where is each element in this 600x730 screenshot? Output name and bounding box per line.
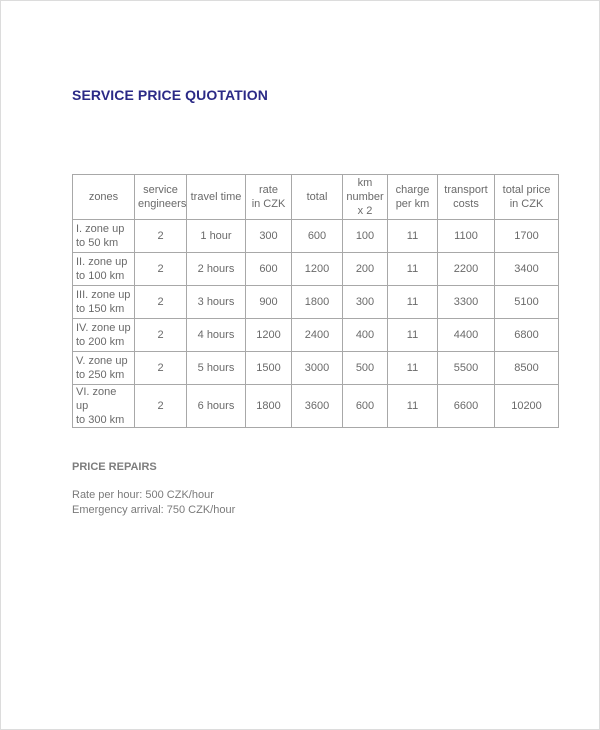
column-header-km-number-x2 xyxy=(343,175,388,220)
km-cell: 300 xyxy=(343,286,388,319)
table-row xyxy=(73,319,559,352)
zone-text: III. zone up xyxy=(76,289,131,301)
km-cell: 400 xyxy=(343,319,388,352)
total-cell: 1200 xyxy=(292,253,343,286)
column-header-text: per km xyxy=(395,198,430,210)
zone-cell xyxy=(73,385,135,428)
column-header-text: in CZK xyxy=(251,198,286,210)
total-price-cell: 10200 xyxy=(495,385,559,428)
column-header-text: service xyxy=(143,184,178,196)
column-header-text: total price xyxy=(502,184,551,196)
rate-cell: 1500 xyxy=(246,352,292,385)
rate-cell: 1800 xyxy=(246,385,292,428)
column-header-text: number xyxy=(346,191,384,203)
transport-cell: 3300 xyxy=(438,286,495,319)
column-header-text: travel time xyxy=(190,191,242,203)
km-cell: 500 xyxy=(343,352,388,385)
total-price-cell: 8500 xyxy=(495,352,559,385)
total-cell: 2400 xyxy=(292,319,343,352)
zone-text: to 300 km xyxy=(76,414,125,426)
transport-cell: 2200 xyxy=(438,253,495,286)
table-row xyxy=(73,385,559,428)
table-header-row xyxy=(73,175,559,220)
engineers-cell: 2 xyxy=(135,385,187,428)
table-row xyxy=(73,286,559,319)
table-row xyxy=(73,253,559,286)
rate-cell: 900 xyxy=(246,286,292,319)
zone-text: to 250 km xyxy=(76,369,125,381)
total-price-cell: 6800 xyxy=(495,319,559,352)
column-header-transport-costs xyxy=(438,175,495,220)
engineers-cell: 2 xyxy=(135,286,187,319)
column-header-text: in CZK xyxy=(509,198,544,210)
table-row xyxy=(73,220,559,253)
price-quotation-table xyxy=(72,174,559,428)
zone-text: I. zone up xyxy=(76,223,125,235)
emergency-arrival-text: Emergency arrival: 750 CZK/hour xyxy=(72,504,236,516)
column-header-text: rate xyxy=(259,184,278,196)
travel-time-cell: 6 hours xyxy=(187,385,246,428)
zone-text: to 50 km xyxy=(76,237,119,249)
engineers-cell: 2 xyxy=(135,352,187,385)
total-price-cell: 3400 xyxy=(495,253,559,286)
total-cell: 1800 xyxy=(292,286,343,319)
rate-cell: 300 xyxy=(246,220,292,253)
rate-cell: 1200 xyxy=(246,319,292,352)
column-header-text: x 2 xyxy=(357,205,373,217)
charge-cell: 11 xyxy=(388,253,438,286)
zone-cell xyxy=(73,253,135,286)
total-cell: 600 xyxy=(292,220,343,253)
column-header-zones xyxy=(73,175,135,220)
column-header-text: charge xyxy=(395,184,430,196)
column-header-travel-time xyxy=(187,175,246,220)
rate-per-hour-text: Rate per hour: 500 CZK/hour xyxy=(72,489,214,501)
zone-text: VI. zone up xyxy=(76,386,117,412)
engineers-cell: 2 xyxy=(135,220,187,253)
transport-cell: 1100 xyxy=(438,220,495,253)
travel-time-cell: 5 hours xyxy=(187,352,246,385)
total-price-cell: 5100 xyxy=(495,286,559,319)
zone-text: V. zone up xyxy=(76,355,128,367)
transport-cell: 4400 xyxy=(438,319,495,352)
column-header-text: total xyxy=(306,191,328,203)
travel-time-cell: 4 hours xyxy=(187,319,246,352)
km-cell: 200 xyxy=(343,253,388,286)
column-header-total xyxy=(292,175,343,220)
km-cell: 600 xyxy=(343,385,388,428)
column-header-text: transport xyxy=(444,184,488,196)
travel-time-cell: 1 hour xyxy=(187,220,246,253)
charge-cell: 11 xyxy=(388,385,438,428)
table-body xyxy=(73,220,559,428)
zone-text: to 200 km xyxy=(76,336,125,348)
column-header-charge-per-km xyxy=(388,175,438,220)
zone-text: to 150 km xyxy=(76,303,125,315)
travel-time-cell: 2 hours xyxy=(187,253,246,286)
zone-text: II. zone up xyxy=(76,256,128,268)
travel-time-cell: 3 hours xyxy=(187,286,246,319)
column-header-text: engineers xyxy=(138,198,187,210)
table-row xyxy=(73,352,559,385)
zone-text: to 100 km xyxy=(76,270,125,282)
charge-cell: 11 xyxy=(388,352,438,385)
column-header-total-price-in-czk xyxy=(495,175,559,220)
engineers-cell: 2 xyxy=(135,319,187,352)
rate-cell: 600 xyxy=(246,253,292,286)
total-price-cell: 1700 xyxy=(495,220,559,253)
column-header-text: km xyxy=(357,177,373,189)
charge-cell: 11 xyxy=(388,319,438,352)
zone-cell xyxy=(73,220,135,253)
column-header-service-engineers xyxy=(135,175,187,220)
column-header-rate-in-czk xyxy=(246,175,292,220)
zone-cell xyxy=(73,352,135,385)
total-cell: 3000 xyxy=(292,352,343,385)
transport-cell: 5500 xyxy=(438,352,495,385)
km-cell: 100 xyxy=(343,220,388,253)
zone-cell xyxy=(73,286,135,319)
transport-cell: 6600 xyxy=(438,385,495,428)
document-title: SERVICE PRICE QUOTATION xyxy=(72,87,268,103)
price-repairs-heading: PRICE REPAIRS xyxy=(72,461,157,473)
zone-text: IV. zone up xyxy=(76,322,131,334)
charge-cell: 11 xyxy=(388,286,438,319)
column-header-text: zones xyxy=(88,191,119,203)
column-header-text: costs xyxy=(453,198,479,210)
zone-cell xyxy=(73,319,135,352)
engineers-cell: 2 xyxy=(135,253,187,286)
charge-cell: 11 xyxy=(388,220,438,253)
total-cell: 3600 xyxy=(292,385,343,428)
